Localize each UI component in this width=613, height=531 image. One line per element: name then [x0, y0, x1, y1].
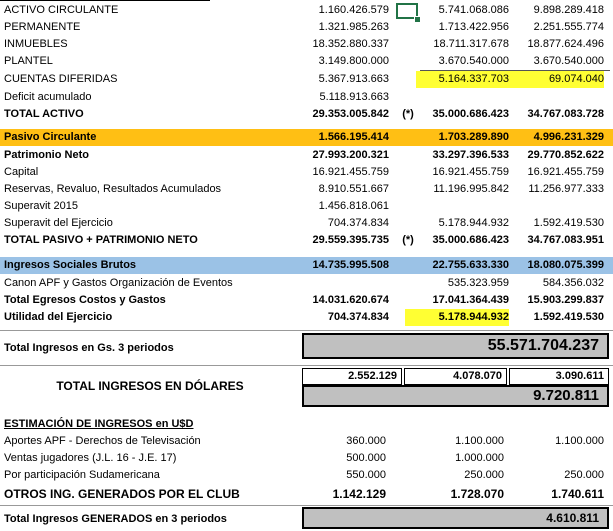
row-superavit-ejercicio[interactable]	[0, 215, 613, 232]
row-pasivo-circulante[interactable]	[0, 129, 613, 146]
total-generados-box[interactable]: 4.610.811	[302, 507, 609, 529]
value-period-3: 34.767.083.728	[527, 108, 604, 120]
value-period-1: 27.993.200.321	[312, 149, 389, 161]
value-period-2: 1.100.000	[455, 435, 504, 447]
value-period-3: 18.080.075.399	[527, 259, 604, 271]
value-period-2: 5.741.068.086	[438, 4, 509, 16]
value-period-1: 29.559.395.735	[312, 234, 389, 246]
value-period-1: 14.031.620.674	[312, 294, 389, 306]
value-period-2: 1.703.289.890	[438, 131, 509, 143]
usd-period-3[interactable]: 3.090.611	[509, 368, 609, 385]
value-period-2: 1.713.422.956	[438, 21, 509, 33]
value-period-3: 16.921.455.759	[527, 166, 604, 178]
value-period-1: 1.142.129	[332, 487, 386, 501]
row-aportes[interactable]	[0, 433, 613, 450]
value-period-3: 4.996.231.329	[533, 131, 604, 143]
value-period-3: 18.877.624.496	[527, 38, 604, 50]
row-plantel[interactable]	[0, 53, 613, 70]
row-cuentas-diferidas[interactable]	[0, 71, 613, 88]
note-marker: (*)	[402, 108, 414, 120]
row-utilidad[interactable]	[0, 309, 613, 326]
value-period-3: 1.740.611	[551, 487, 604, 501]
value-period-2: 250.000	[464, 469, 504, 481]
row-label: Reservas, Revaluo, Resultados Acumulados	[4, 183, 222, 195]
row-label: Pasivo Circulante	[4, 131, 97, 143]
row-label: Por participación Sudamericana	[4, 469, 160, 481]
value-period-3: 250.000	[564, 469, 604, 481]
row-label: Canon APF y Gastos Organización de Eventos	[4, 277, 233, 289]
value-period-1: 16.921.455.759	[312, 166, 389, 178]
top-border	[0, 0, 210, 1]
value-period-1: 5.118.913.663	[319, 91, 389, 103]
row-label: PERMANENTE	[4, 21, 81, 33]
value-period-2: 33.297.396.533	[432, 149, 509, 161]
total-usd-box[interactable]: 9.720.811	[302, 385, 609, 407]
value-period-1: 1.160.426.579	[318, 4, 389, 16]
row-label: Capital	[4, 166, 39, 178]
value-period-2-highlight: 5.178.944.932	[405, 309, 509, 326]
row-label: Ingresos Sociales Brutos	[4, 259, 137, 271]
value-period-3: 1.592.419.530	[533, 311, 604, 323]
row-label: TOTAL PASIVO + PATRIMONIO NETO	[4, 234, 198, 246]
row-inmuebles[interactable]	[0, 36, 613, 53]
value-period-2: 35.000.686.423	[432, 108, 509, 120]
value-period-1: 550.000	[346, 469, 386, 481]
total-gs-box[interactable]: 55.571.704.237	[302, 333, 609, 359]
note-marker: (*)	[402, 234, 414, 246]
row-label: INMUEBLES	[4, 38, 68, 50]
value-period-2: 35.000.686.423	[432, 234, 509, 246]
row-ventas[interactable]	[0, 450, 613, 467]
row-sudamericana[interactable]	[0, 467, 613, 484]
row-capital[interactable]	[0, 164, 613, 181]
row-label: Deficit acumulado	[4, 91, 92, 103]
value-period-2: 11.196.995.842	[433, 183, 509, 195]
value-period-3: 1.592.419.530	[533, 217, 604, 229]
value-period-2: 22.755.633.330	[432, 259, 509, 271]
section-divider	[0, 505, 613, 506]
value-period-1: 14.735.995.508	[312, 259, 389, 271]
row-label: Utilidad del Ejercicio	[4, 311, 113, 323]
row-deficit[interactable]	[0, 89, 613, 106]
value-period-3: 15.903.299.837	[527, 294, 604, 306]
value-period-1: 1.566.195.414	[318, 131, 389, 143]
row-label: TOTAL ACTIVO	[4, 108, 84, 120]
value-period-2: 1.000.000	[455, 452, 504, 464]
row-total-egresos[interactable]	[0, 292, 613, 309]
value-period-2: 3.670.540.000	[438, 55, 509, 67]
value-period-1: 500.000	[346, 452, 386, 464]
row-label: Superavit 2015	[4, 200, 78, 212]
value-period-3: 29.770.852.622	[527, 149, 604, 161]
value-period-1: 704.374.834	[327, 311, 389, 323]
value-period-1: 8.910.551.667	[318, 183, 389, 195]
row-label: Superavit del Ejercicio	[4, 217, 113, 229]
usd-period-2[interactable]: 4.078.070	[404, 368, 507, 385]
value-period-3: 2.251.555.774	[533, 21, 604, 33]
row-superavit-2015[interactable]	[0, 198, 613, 215]
row-permanente[interactable]	[0, 19, 613, 36]
value-period-1: 1.321.985.263	[318, 21, 389, 33]
value-period-2-highlight: 5.164.337.703	[416, 71, 509, 88]
value-period-3: 1.100.000	[555, 435, 604, 447]
row-label: Ventas jugadores (J.L. 16 - J.E. 17)	[4, 452, 177, 464]
row-total-pasivo[interactable]	[0, 232, 613, 249]
value-period-1: 18.352.880.337	[312, 38, 389, 50]
value-period-1: 704.374.834	[327, 217, 389, 229]
value-period-1: 1.456.818.061	[318, 200, 389, 212]
total-usd-label: TOTAL INGRESOS EN DÓLARES	[56, 379, 244, 393]
usd-period-1[interactable]: 2.552.129	[302, 368, 402, 385]
value-period-1: 360.000	[346, 435, 386, 447]
row-label: Patrimonio Neto	[4, 149, 89, 161]
row-label: ACTIVO CIRCULANTE	[4, 4, 119, 16]
row-label: OTROS ING. GENERADOS POR EL CLUB	[4, 487, 240, 501]
section-divider	[0, 365, 613, 366]
value-period-3-highlight: 69.074.040	[509, 71, 604, 88]
value-period-3: 34.767.083.951	[527, 234, 604, 246]
row-activo-circulante[interactable]	[0, 2, 613, 19]
value-period-1: 29.353.005.842	[312, 108, 389, 120]
row-label: PLANTEL	[4, 55, 53, 67]
row-label: Aportes APF - Derechos de Televisación	[4, 435, 201, 447]
estimacion-title: ESTIMACIÓN DE INGRESOS en U$D	[4, 418, 194, 430]
value-period-2: 17.041.364.439	[432, 294, 509, 306]
row-reservas[interactable]	[0, 181, 613, 198]
value-period-3: 11.256.977.333	[528, 183, 604, 195]
row-total-activo[interactable]	[0, 106, 613, 123]
value-period-2: 18.711.317.678	[433, 38, 509, 50]
value-period-2: 16.921.455.759	[432, 166, 509, 178]
row-otros-ingresos[interactable]	[0, 486, 613, 503]
value-period-1: 3.149.800.000	[318, 55, 389, 67]
row-patrimonio-neto[interactable]	[0, 147, 613, 164]
total-gs-label: Total Ingresos en Gs. 3 periodos	[4, 342, 174, 354]
value-period-2: 535.323.959	[447, 277, 509, 289]
row-label: CUENTAS DIFERIDAS	[4, 73, 118, 85]
value-period-3: 9.898.289.418	[533, 4, 604, 16]
value-period-2: 5.178.944.932	[438, 217, 509, 229]
value-period-3: 584.356.032	[542, 277, 604, 289]
section-divider	[0, 330, 613, 331]
value-period-3: 3.670.540.000	[533, 55, 604, 67]
row-label: Total Egresos Costos y Gastos	[4, 294, 166, 306]
total-generados-label: Total Ingresos GENERADOS en 3 periodos	[4, 513, 227, 525]
row-canon[interactable]	[0, 275, 613, 292]
value-period-2: 1.728.070	[450, 487, 504, 501]
row-ingresos-sociales[interactable]	[0, 257, 613, 274]
value-period-1: 5.367.913.663	[318, 73, 389, 85]
